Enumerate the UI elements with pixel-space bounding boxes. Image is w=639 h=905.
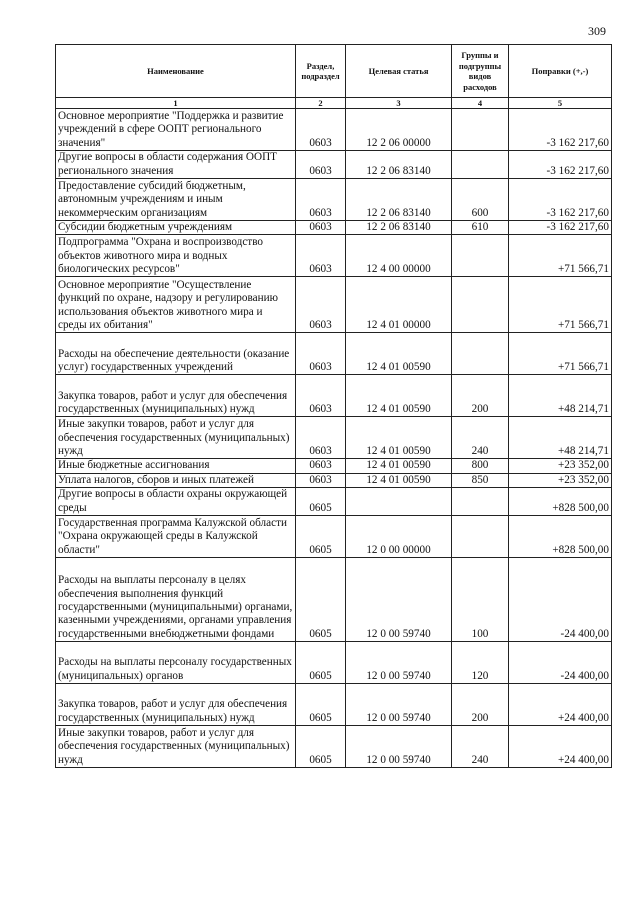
row-group [452, 516, 509, 558]
row-name: Иные закупки товаров, работ и услуг для обеспечения государственных (муниципальных) нужд [56, 417, 296, 459]
row-section: 0603 [296, 417, 346, 459]
row-amount: -3 162 217,60 [509, 109, 612, 151]
row-name: Иные закупки товаров, работ и услуг для обеспечения государственных (муниципальных) нужд [56, 726, 296, 768]
header-section: Раздел, подраздел [296, 45, 346, 98]
row-group: 120 [452, 642, 509, 684]
row-amount: +23 352,00 [509, 473, 612, 487]
row-amount: -24 400,00 [509, 642, 612, 684]
row-article: 12 2 06 83140 [346, 179, 452, 221]
header-name: Наименование [56, 45, 296, 98]
row-article: 12 0 00 59740 [346, 558, 452, 642]
page-number: 309 [588, 24, 606, 38]
row-article [346, 488, 452, 516]
row-section: 0603 [296, 375, 346, 417]
row-amount: -3 162 217,60 [509, 221, 612, 235]
table-row [56, 459, 612, 473]
table-row [56, 109, 612, 151]
row-group [452, 488, 509, 516]
row-group: 850 [452, 473, 509, 487]
row-amount: +48 214,71 [509, 375, 612, 417]
row-group: 240 [452, 726, 509, 768]
row-section: 0603 [296, 151, 346, 179]
row-section: 0603 [296, 179, 346, 221]
row-group: 240 [452, 417, 509, 459]
row-name: Основное мероприятие "Осуществление функций по охране, надзору и регулированию использования объектов животного мира и среды их обитания" [56, 277, 296, 333]
row-name: Закупка товаров, работ и услуг для обеспечения государственных (муниципальных) нужд [56, 684, 296, 726]
table-row [56, 179, 612, 221]
column-number: 1 [56, 98, 296, 109]
row-name: Предоставление субсидий бюджетным, автономным учреждениям и иным некоммерческим организациям [56, 179, 296, 221]
row-amount: +828 500,00 [509, 488, 612, 516]
row-amount: +24 400,00 [509, 726, 612, 768]
table-row [56, 642, 612, 684]
row-group [452, 109, 509, 151]
column-number-row [56, 98, 612, 109]
row-amount: +71 566,71 [509, 235, 612, 277]
table-row [56, 417, 612, 459]
table-row [56, 333, 612, 375]
row-section: 0605 [296, 516, 346, 558]
row-section: 0605 [296, 684, 346, 726]
row-article: 12 4 01 00590 [346, 417, 452, 459]
row-article: 12 4 01 00000 [346, 277, 452, 333]
row-name: Расходы на обеспечение деятельности (оказание услуг) государственных учреждений [56, 333, 296, 375]
row-section: 0603 [296, 109, 346, 151]
row-section: 0603 [296, 333, 346, 375]
row-amount: +71 566,71 [509, 333, 612, 375]
row-name: Другие вопросы в области охраны окружающей среды [56, 488, 296, 516]
row-amount: -3 162 217,60 [509, 151, 612, 179]
row-article: 12 4 01 00590 [346, 459, 452, 473]
header-article: Целевая статья [346, 45, 452, 98]
row-group: 600 [452, 179, 509, 221]
row-group: 200 [452, 375, 509, 417]
row-name: Уплата налогов, сборов и иных платежей [56, 473, 296, 487]
table-row [56, 151, 612, 179]
table-row [56, 235, 612, 277]
row-section: 0605 [296, 642, 346, 684]
table-body [56, 109, 612, 768]
row-article: 12 2 06 83140 [346, 151, 452, 179]
row-section: 0603 [296, 473, 346, 487]
row-article: 12 4 00 00000 [346, 235, 452, 277]
row-section: 0605 [296, 726, 346, 768]
table-row [56, 473, 612, 487]
row-article: 12 2 06 83140 [346, 221, 452, 235]
row-section: 0603 [296, 459, 346, 473]
row-name: Основное мероприятие "Поддержка и развитие учреждений в сфере ООПТ регионального значения" [56, 109, 296, 151]
row-group [452, 151, 509, 179]
row-group: 610 [452, 221, 509, 235]
row-article: 12 4 01 00590 [346, 375, 452, 417]
row-amount: -3 162 217,60 [509, 179, 612, 221]
row-amount: +24 400,00 [509, 684, 612, 726]
column-number: 3 [346, 98, 452, 109]
row-amount: -24 400,00 [509, 558, 612, 642]
row-amount: +71 566,71 [509, 277, 612, 333]
table-row [56, 488, 612, 516]
row-name: Государственная программа Калужской области "Охрана окружающей среды в Калужской области" [56, 516, 296, 558]
row-name: Расходы на выплаты персоналу государственных (муниципальных) органов [56, 642, 296, 684]
row-section: 0605 [296, 558, 346, 642]
row-group: 800 [452, 459, 509, 473]
table-row [56, 221, 612, 235]
row-group [452, 277, 509, 333]
row-name: Иные бюджетные ассигнования [56, 459, 296, 473]
row-section: 0603 [296, 277, 346, 333]
column-number: 5 [509, 98, 612, 109]
row-group [452, 235, 509, 277]
row-article: 12 2 06 00000 [346, 109, 452, 151]
row-name: Субсидии бюджетным учреждениям [56, 221, 296, 235]
header-amendments: Поправки (+,-) [509, 45, 612, 98]
row-article: 12 0 00 59740 [346, 642, 452, 684]
table-row [56, 277, 612, 333]
row-article: 12 0 00 59740 [346, 726, 452, 768]
table-header-row [56, 45, 612, 98]
table-row [56, 516, 612, 558]
row-group [452, 333, 509, 375]
row-article: 12 0 00 59740 [346, 684, 452, 726]
row-group: 100 [452, 558, 509, 642]
row-name: Закупка товаров, работ и услуг для обеспечения государственных (муниципальных) нужд [56, 375, 296, 417]
column-number: 2 [296, 98, 346, 109]
table-row [56, 726, 612, 768]
row-amount: +23 352,00 [509, 459, 612, 473]
row-article: 12 4 01 00590 [346, 473, 452, 487]
header-groups: Группы и подгруппы видов расходов [452, 45, 509, 98]
row-section: 0605 [296, 488, 346, 516]
row-section: 0603 [296, 221, 346, 235]
column-number: 4 [452, 98, 509, 109]
budget-amendments-table [55, 44, 612, 768]
row-name: Подпрограмма "Охрана и воспроизводство объектов животного мира и водных биологических ресурсов" [56, 235, 296, 277]
row-amount: +48 214,71 [509, 417, 612, 459]
row-amount: +828 500,00 [509, 516, 612, 558]
row-group: 200 [452, 684, 509, 726]
row-section: 0603 [296, 235, 346, 277]
row-name: Другие вопросы в области содержания ООПТ регионального значения [56, 151, 296, 179]
table-row [56, 558, 612, 642]
row-name: Расходы на выплаты персоналу в целях обеспечения выполнения функций государственными (муниципальными) органами, казенными учреждениями, органами управления государственными внебюджетными фондами [56, 558, 296, 642]
row-article: 12 4 01 00590 [346, 333, 452, 375]
table-row [56, 375, 612, 417]
row-article: 12 0 00 00000 [346, 516, 452, 558]
table-row [56, 684, 612, 726]
